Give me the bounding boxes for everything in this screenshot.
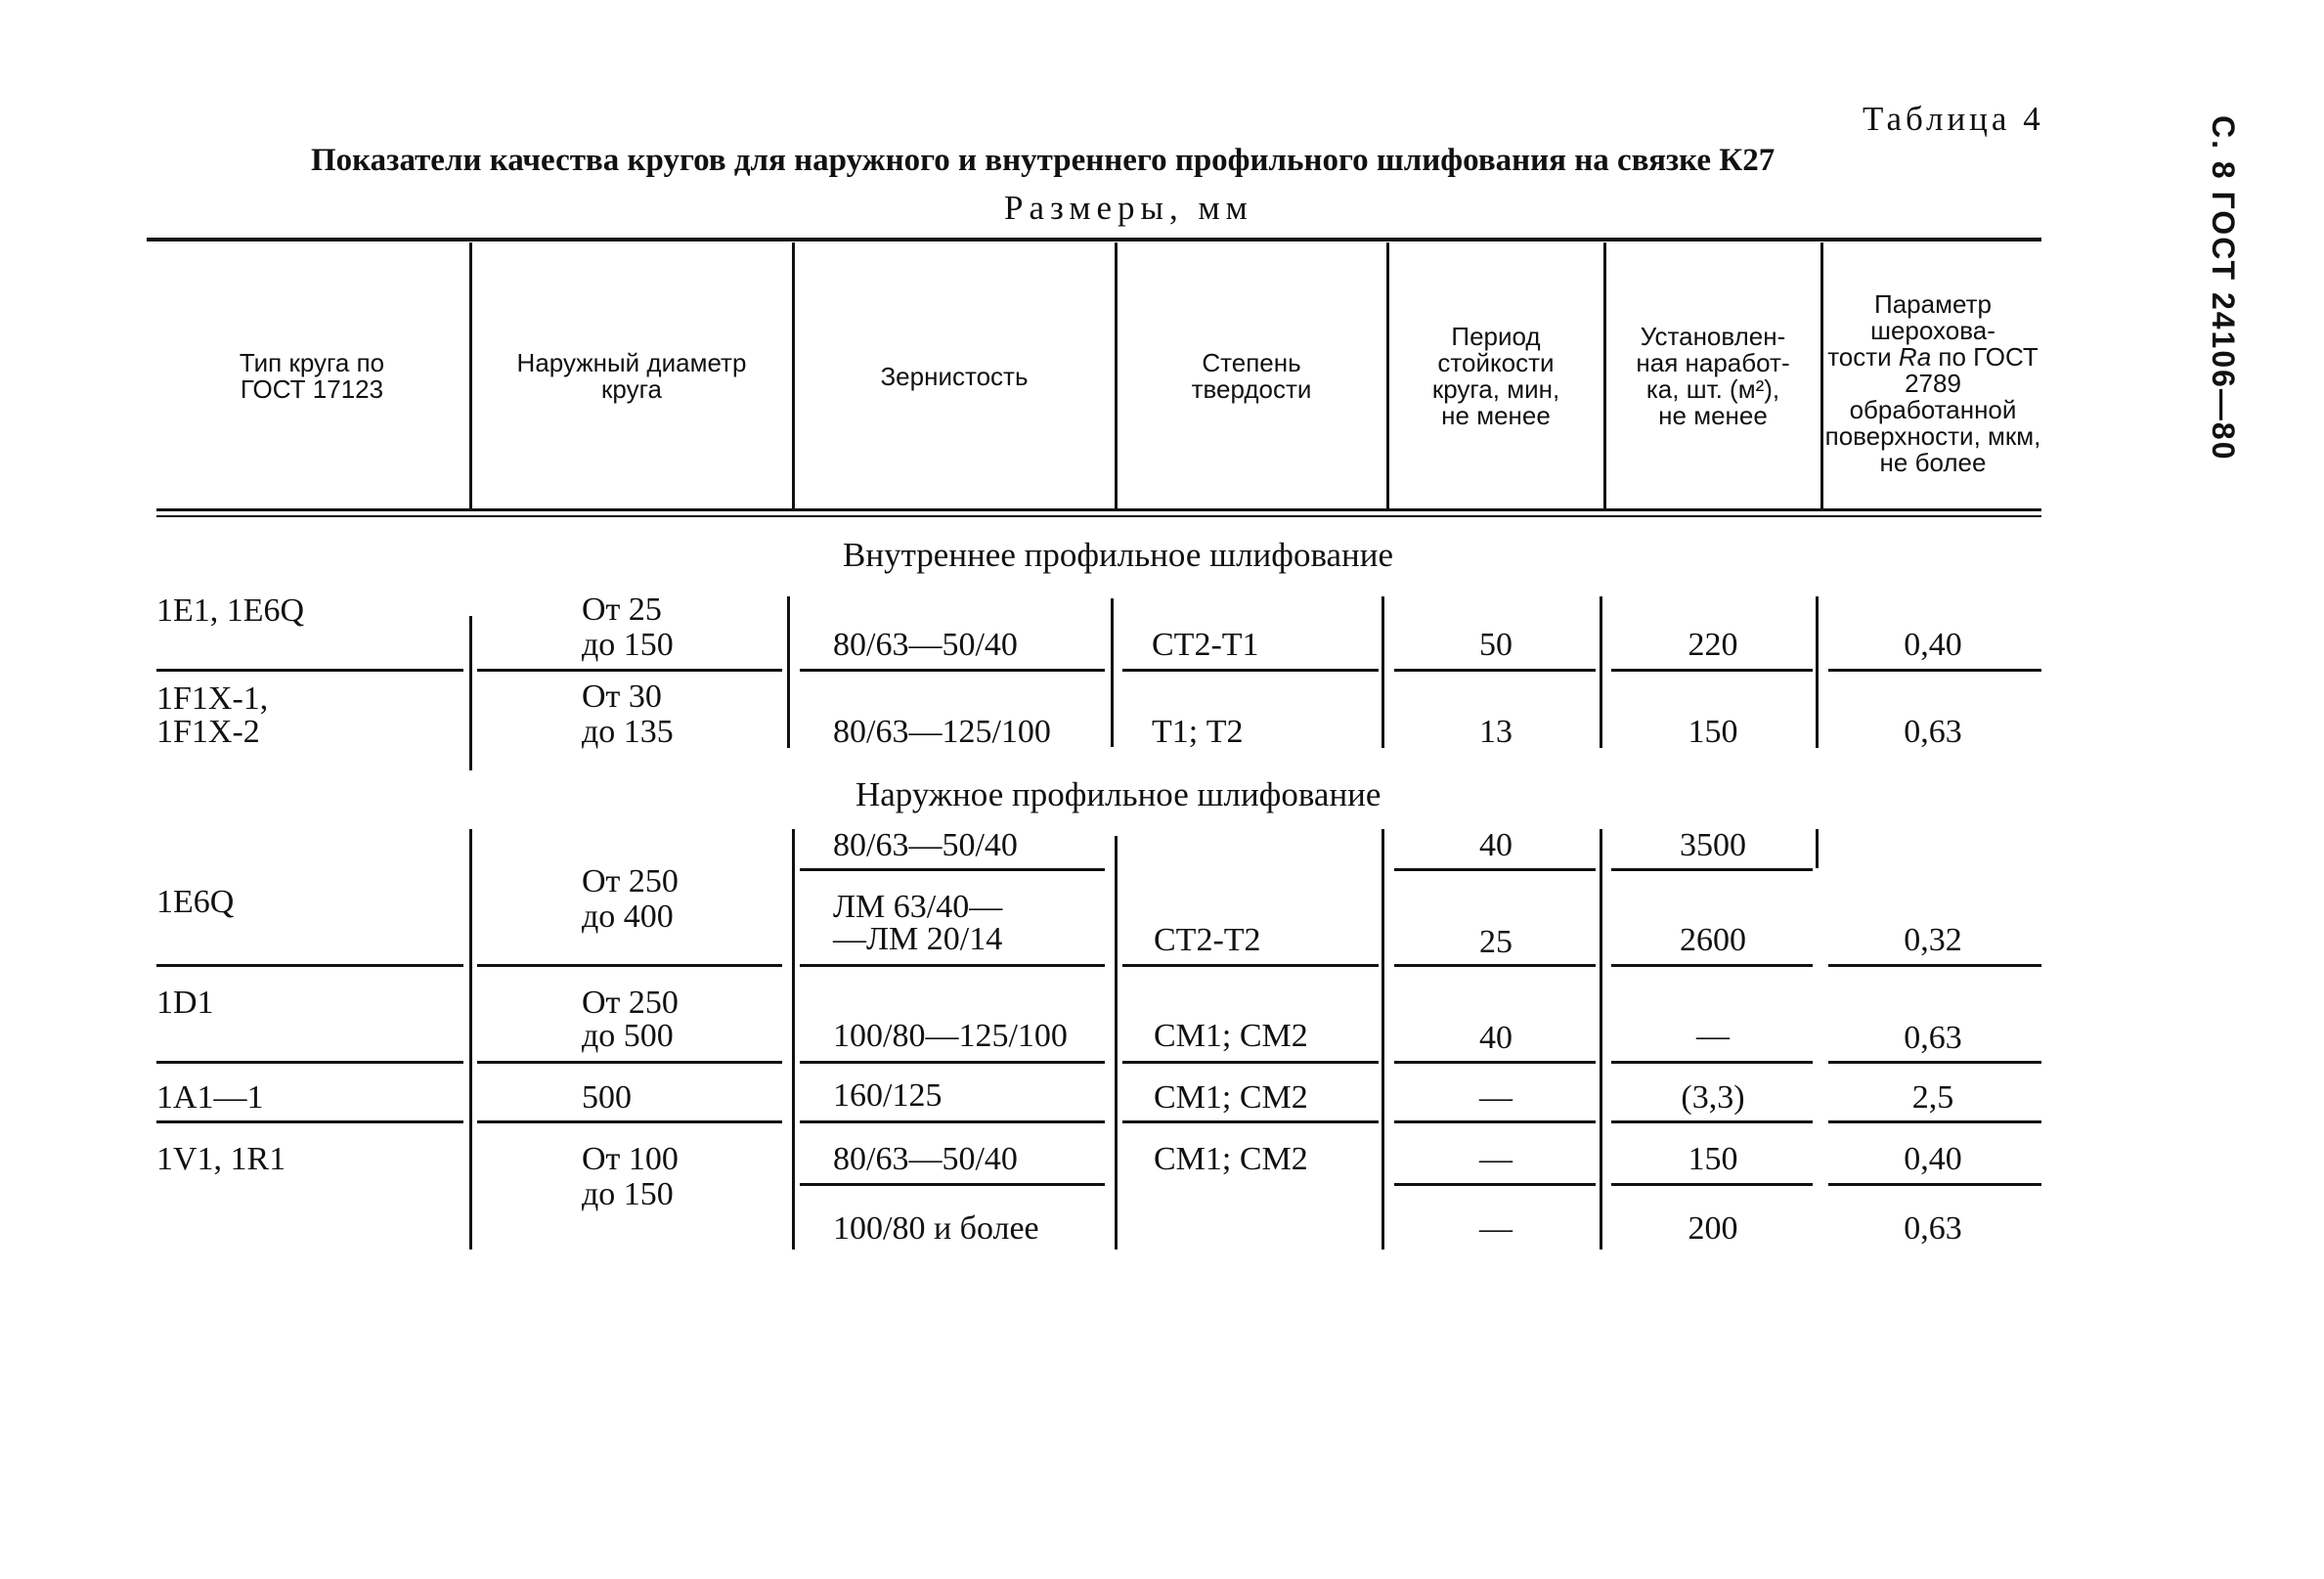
row1-diameter-to: до 150 <box>582 627 674 663</box>
row4-bottom-rule <box>1611 1061 1813 1064</box>
row1-bottom-rule <box>477 669 782 672</box>
row3-bottom-rule <box>800 964 1105 967</box>
ra-symbol: Ra <box>1898 341 1932 372</box>
row5-output: (3,3) <box>1681 1079 1745 1116</box>
row2-grit: 80/63—125/100 <box>833 714 1051 750</box>
row2-type-line2: 1F1X-2 <box>156 714 260 750</box>
row1-bottom-rule <box>1828 669 2041 672</box>
row2-type-line1: 1F1X-1, <box>156 680 269 717</box>
row3-hardness: СТ2-Т2 <box>1154 922 1261 958</box>
row3-output-a: 3500 <box>1680 827 1746 863</box>
header-output: Установлен- ная наработ- ка, шт. (м²), не менее <box>1636 322 1790 430</box>
col-divider <box>1381 829 1384 1250</box>
row3-diameter-from: От 250 <box>582 863 679 899</box>
col-divider <box>1115 836 1118 1250</box>
row6-diameter-from: От 100 <box>582 1141 679 1177</box>
col-divider <box>787 596 790 748</box>
col-divider <box>1816 596 1819 748</box>
row6-output-b: 200 <box>1688 1210 1738 1247</box>
header-top-rule <box>147 238 2041 241</box>
section-external-title: Наружное профильное шлифование <box>855 775 1381 813</box>
col-divider <box>1111 598 1114 747</box>
units-caption: Размеры, мм <box>1004 189 1253 227</box>
col-divider <box>792 829 795 1250</box>
row3-grit-a: 80/63—50/40 <box>833 827 1018 863</box>
row1-type: 1Е1, 1Е6Q <box>156 592 305 629</box>
row2-hardness: Т1; Т2 <box>1152 714 1244 750</box>
row3-period-a: 40 <box>1479 827 1513 863</box>
row1-bottom-rule <box>1122 669 1379 672</box>
row3-output-b: 2600 <box>1680 922 1746 958</box>
header-hardness: Степень твердости <box>1191 348 1312 404</box>
row3-output-split-rule <box>1611 868 1813 871</box>
row5-roughness: 2,5 <box>1911 1079 1954 1116</box>
row5-period: — <box>1479 1079 1513 1116</box>
col-divider <box>1600 596 1602 748</box>
header-bottom-rule <box>156 508 2041 511</box>
header-col-divider <box>1115 242 1118 508</box>
row4-output: — <box>1696 1018 1730 1054</box>
header-col-divider <box>1603 242 1606 508</box>
header-diameter: Наружный диаметр круга <box>516 348 747 404</box>
table-title: Показатели качества кругов для наружного и внутреннего профильного шлифования на связке К27 <box>311 143 1776 178</box>
row3-roughness: 0,32 <box>1904 922 1962 958</box>
row4-diameter-from: От 250 <box>582 985 679 1021</box>
row3-diameter-to: до 400 <box>582 899 674 935</box>
row6-period-a: — <box>1479 1141 1513 1177</box>
row6-grit-split-rule <box>800 1183 1105 1186</box>
row3-period-b: 25 <box>1479 924 1513 960</box>
row5-bottom-rule <box>1611 1120 1813 1123</box>
row6-output-a: 150 <box>1688 1141 1738 1177</box>
row3-type: 1Е6Q <box>156 884 235 920</box>
row1-bottom-rule <box>156 669 463 672</box>
row5-bottom-rule <box>1828 1120 2041 1123</box>
row3-bottom-rule <box>1122 964 1379 967</box>
row5-grit: 160/125 <box>833 1077 943 1114</box>
header-roughness: Параметр шерохова- тости Ra по ГОСТ 2789 обработанной поверхности, мкм, не более <box>1824 288 2041 477</box>
row3-bottom-rule <box>1611 964 1813 967</box>
row6-diameter-to: до 150 <box>582 1176 674 1212</box>
row3-period-split-rule <box>1394 868 1596 871</box>
col-divider <box>1600 829 1602 1250</box>
row3-grit-b-line2: —ЛМ 20/14 <box>833 921 1003 957</box>
row5-bottom-rule <box>156 1120 463 1123</box>
row1-diameter-from: От 25 <box>582 592 662 628</box>
header-col-divider <box>1386 242 1389 508</box>
row1-hardness: СТ2-Т1 <box>1152 627 1259 663</box>
row6-grit-a: 80/63—50/40 <box>833 1141 1018 1177</box>
row4-bottom-rule <box>477 1061 782 1064</box>
col-divider <box>1816 829 1819 868</box>
row2-roughness: 0,63 <box>1904 714 1962 750</box>
header-grit: Зернистость <box>880 361 1029 391</box>
row5-bottom-rule <box>477 1120 782 1123</box>
row4-bottom-rule <box>156 1061 463 1064</box>
row1-grit: 80/63—50/40 <box>833 627 1018 663</box>
row6-output-split-rule <box>1611 1183 1813 1186</box>
section-internal-title: Внутреннее профильное шлифование <box>843 536 1394 574</box>
row3-grit-split-rule <box>800 868 1105 871</box>
row6-grit-b: 100/80 и более <box>833 1210 1039 1247</box>
header-col-divider <box>1820 242 1823 508</box>
row4-grit: 100/80—125/100 <box>833 1018 1068 1054</box>
header-period: Период стойкости круга, мин, не менее <box>1431 322 1560 430</box>
row1-bottom-rule <box>1394 669 1596 672</box>
row5-bottom-rule <box>800 1120 1105 1123</box>
row4-period: 40 <box>1479 1020 1513 1056</box>
row1-roughness: 0,40 <box>1904 627 1962 663</box>
row3-bottom-rule <box>1828 964 2041 967</box>
row4-type: 1D1 <box>156 985 214 1021</box>
row1-bottom-rule <box>800 669 1105 672</box>
row2-output: 150 <box>1688 714 1738 750</box>
header-col-divider <box>469 242 472 508</box>
row6-period-split-rule <box>1394 1183 1596 1186</box>
row4-bottom-rule <box>1122 1061 1379 1064</box>
row4-bottom-rule <box>800 1061 1105 1064</box>
row4-roughness: 0,63 <box>1904 1020 1962 1056</box>
row3-bottom-rule <box>477 964 782 967</box>
row2-diameter-to: до 135 <box>582 714 674 750</box>
page-reference: С. 8 ГОСТ 24106—80 <box>2206 115 2241 461</box>
row5-hardness: СМ1; СМ2 <box>1154 1079 1308 1116</box>
row3-bottom-rule <box>156 964 463 967</box>
row1-period: 50 <box>1479 627 1513 663</box>
row2-diameter-from: От 30 <box>582 679 662 715</box>
header-col-divider <box>792 242 795 508</box>
row4-hardness: СМ1; СМ2 <box>1154 1018 1308 1054</box>
row6-hardness: СМ1; СМ2 <box>1154 1141 1308 1177</box>
row5-bottom-rule <box>1122 1120 1379 1123</box>
col-divider <box>1381 596 1384 748</box>
table-label: Таблица 4 <box>1863 100 2044 138</box>
col-divider <box>469 616 472 770</box>
row6-roughness-b: 0,63 <box>1904 1210 1962 1247</box>
row4-diameter-to: до 500 <box>582 1018 674 1054</box>
header-bottom-rule-2 <box>156 515 2041 517</box>
row4-bottom-rule <box>1828 1061 2041 1064</box>
header-type: Тип круга по ГОСТ 17123 <box>239 348 385 404</box>
row1-bottom-rule <box>1611 669 1813 672</box>
row4-bottom-rule <box>1394 1061 1596 1064</box>
col-divider <box>469 829 472 1250</box>
row3-bottom-rule <box>1394 964 1596 967</box>
row1-output: 220 <box>1688 627 1738 663</box>
row5-diameter: 500 <box>582 1079 632 1116</box>
row6-roughness-a: 0,40 <box>1904 1141 1962 1177</box>
row6-roughness-split-rule <box>1828 1183 2041 1186</box>
row2-period: 13 <box>1479 714 1513 750</box>
row6-period-b: — <box>1479 1210 1513 1247</box>
row6-type: 1V1, 1R1 <box>156 1141 286 1177</box>
row5-bottom-rule <box>1394 1120 1596 1123</box>
row5-type: 1А1—1 <box>156 1079 264 1116</box>
row3-grit-b-line1: ЛМ 63/40— <box>833 889 1003 925</box>
